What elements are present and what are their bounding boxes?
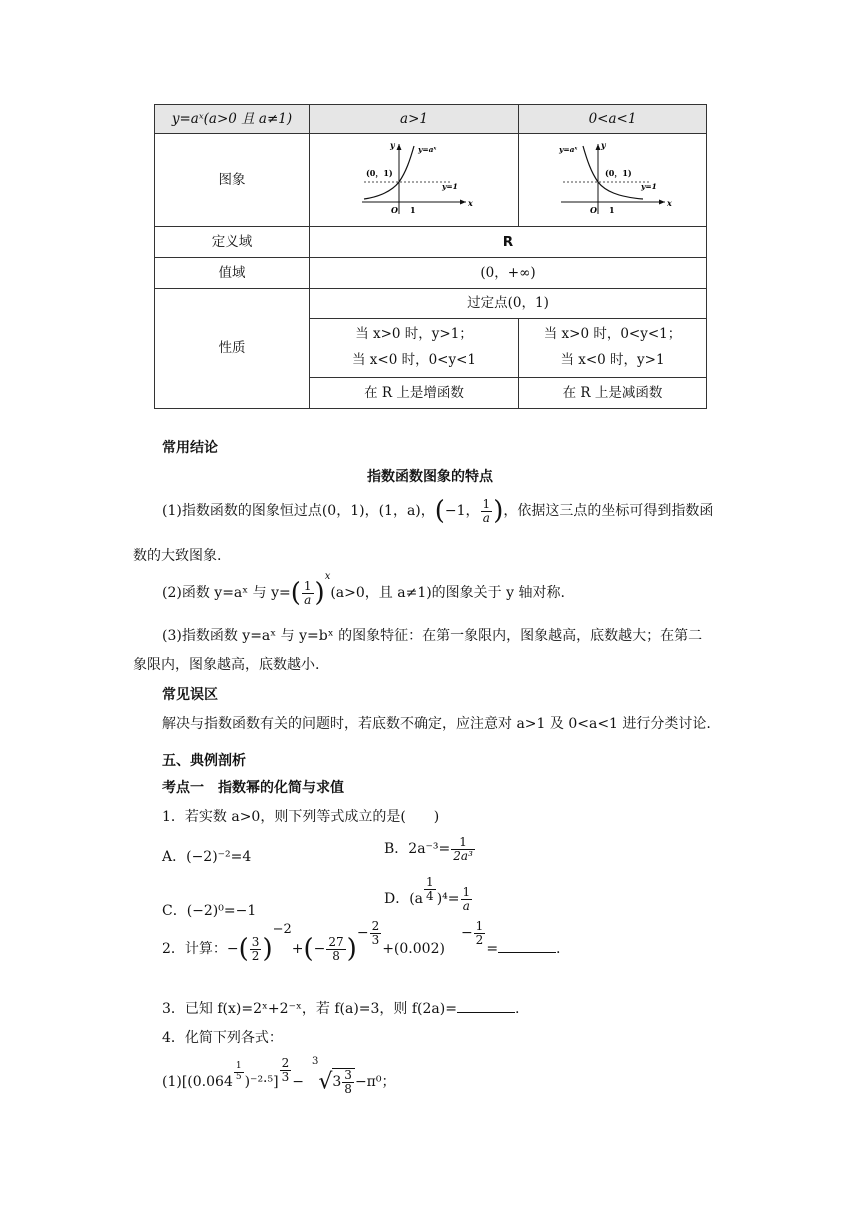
- q2-f1-den: 2: [251, 948, 260, 963]
- q2-f1-num: 3: [251, 934, 260, 949]
- radical-icon: √: [318, 1069, 333, 1095]
- graph-increasing-cell: [310, 134, 519, 227]
- q1-d-prefix: D．(a: [384, 891, 424, 908]
- q2-e3-sign: −: [460, 925, 473, 941]
- q3-answer-blank: [457, 1002, 515, 1013]
- domain-label: 定义域: [155, 227, 310, 258]
- q2-e1: −2: [272, 922, 292, 938]
- graph2-origin: O: [589, 204, 597, 215]
- property-label: 性质: [155, 289, 310, 409]
- q4-1-e1-num: 1: [235, 1061, 242, 1072]
- table-row-graph: [155, 134, 707, 227]
- fixed-point: 过定点(0，1): [310, 289, 707, 319]
- graph1-line-label: y=1: [442, 181, 458, 191]
- graph1-curve-label: y=aˣ: [418, 144, 437, 154]
- q1-d-den: a: [462, 898, 470, 913]
- q1-b-num: 1: [451, 836, 475, 850]
- conclusions-subheading: 指数函数图象的特点: [367, 469, 493, 485]
- conclusion-item-1-cont: 数的大致图象.: [133, 548, 222, 564]
- graph1-one: 1: [410, 204, 416, 215]
- q4-1-root-index: 3: [311, 1056, 319, 1068]
- q4-1-e2-den: 3: [281, 1069, 290, 1084]
- lt1-monotonic: 在 R 上是减函数: [519, 378, 707, 409]
- question-1: 1．若实数 a>0，则下列等式成立的是( ): [162, 809, 440, 825]
- mistakes-heading: 常见误区: [162, 687, 218, 703]
- graph2-point-label: (0，1): [604, 167, 632, 178]
- q2-e2-den: 3: [371, 932, 380, 947]
- graph2-curve-label: y=aˣ: [558, 144, 577, 154]
- q2-e2-sign: −: [356, 925, 369, 941]
- q4-1-base: 0.064: [192, 1074, 233, 1091]
- graph-decreasing-cell: [519, 134, 707, 227]
- table-row-fixed-point: [155, 289, 707, 319]
- mistakes-text: 解决与指数函数有关的问题时，若底数不确定，应注意对 a>1 及 0<a<1 进行分类讨论.: [162, 716, 711, 732]
- item2-text-a: (2)函数 y=aˣ 与 y=: [162, 585, 291, 601]
- conclusions-heading: 常用结论: [162, 440, 218, 456]
- q1-option-d: [384, 875, 473, 913]
- q2-eq: =: [486, 941, 499, 957]
- item1-point: −1，: [444, 503, 480, 519]
- item1-frac-num: 1: [482, 496, 491, 511]
- q4-1-tail: −π⁰；: [354, 1074, 396, 1091]
- lt1-line2: 当 x<0 时，y>1: [560, 352, 665, 368]
- question-2: 2．计算：−( $\frac{3}{2}$ )$^{-2}$+(− $\frac{27}{8}$ )− $\frac{2}{3}$ +(0.002)− $\frac{1}{2}$ = .: [162, 918, 561, 964]
- q4-1-minus: −: [292, 1074, 304, 1091]
- header-a-lt-1: 0<a<1: [519, 105, 707, 134]
- item2-frac-num: 1: [303, 578, 312, 593]
- item1-frac-den: a: [482, 510, 490, 525]
- lt1-line1: 当 x>0 时，0<y<1；: [543, 326, 682, 343]
- item2-exp: x: [324, 571, 331, 583]
- q2-e2: [356, 918, 382, 947]
- q2-prefix: 2．计算：−: [162, 941, 239, 957]
- graph-decreasing: [553, 138, 673, 218]
- question-4-part-1: [162, 1056, 396, 1096]
- q2-e2-num: 2: [371, 918, 380, 933]
- q2-e3-num: 1: [475, 918, 484, 933]
- table-row-domain: [155, 227, 707, 258]
- graph2-x-label: x: [666, 197, 672, 208]
- gt1-line2: 当 x<0 时，0<y<1: [351, 352, 477, 368]
- q4-1-mid: )⁻²·⁵]: [244, 1074, 279, 1091]
- q2-f2-sign: −: [313, 941, 326, 957]
- gt1-monotonic: 在 R 上是增函数: [310, 378, 519, 409]
- conclusion-item-2: (2)函数 y=aˣ 与 y=( $\frac{1}{a}$ )$^x$(a>0，且 a≠1)的图象关于 y 轴对称.: [162, 571, 565, 608]
- q2-e3-den: 2: [475, 932, 484, 947]
- q1-d-num: 1: [462, 885, 471, 899]
- item2-frac-den: a: [304, 592, 312, 607]
- q4-1-e1-den: 5: [235, 1071, 242, 1082]
- q1-option-b: [384, 836, 476, 862]
- graph1-origin: O: [391, 204, 398, 215]
- graph-label: 图象: [155, 134, 310, 227]
- question-3: 3．已知 f(x)=2ˣ+2⁻ˣ，若 f(a)=3，则 f(2a)= .: [162, 1001, 520, 1017]
- graph2-one: 1: [608, 204, 615, 215]
- q1-option-a: A．(−2)⁻²=4: [162, 849, 252, 865]
- q1-d-exp-den: 4: [426, 888, 434, 903]
- item1-text-a: (1)指数函数的图象恒过点(0，1)，(1，a)，: [162, 503, 435, 519]
- q4-1-e2-num: 2: [281, 1056, 290, 1070]
- q1-b-den: 2a³: [453, 848, 473, 863]
- q1-option-c: C．(−2)⁰=−1: [162, 903, 257, 919]
- gt1-values-cell: [310, 319, 519, 378]
- topic-heading: 考点一 指数幂的化简与求值: [162, 780, 344, 796]
- range-label: 值域: [155, 258, 310, 289]
- q2-f2-den: 8: [332, 948, 340, 963]
- header-a-gt-1: a>1: [310, 105, 519, 134]
- gt1-line1: 当 x>0 时，y>1；: [355, 326, 473, 343]
- graph1-point-label: (0，1): [366, 167, 393, 178]
- question-4: 4．化简下列各式：: [162, 1030, 283, 1046]
- exponential-function-table: [154, 104, 707, 409]
- q2-plus2: +(0.002): [382, 941, 445, 957]
- q4-1-radicand: [332, 1068, 355, 1095]
- item2-text-b: (a>0，且 a≠1)的图象关于 y 轴对称.: [330, 585, 565, 601]
- conclusion-item-3-cont: 象限内，图象越高，底数越小.: [133, 657, 320, 673]
- table-header-row: [155, 105, 707, 134]
- q2-e3: [460, 918, 486, 947]
- q3-text: 3．已知 f(x)=2ˣ+2⁻ˣ，若 f(a)=3，则 f(2a)=: [162, 1001, 457, 1017]
- q1-d-exp-num: 1: [426, 875, 434, 889]
- conclusion-item-1: (1)指数函数的图象恒过点(0，1)，(1，a)，(−1， $\frac{1}{a}$ )，依据这三点的坐标可得到指数函: [162, 496, 714, 526]
- table-row-range: [155, 258, 707, 289]
- q4-1-root-num: 3: [344, 1068, 352, 1082]
- conclusion-item-3: (3)指数函数 y=aˣ 与 y=bˣ 的图象特征：在第一象限内，图象越高，底数越大；在第二: [162, 628, 703, 644]
- q1-b-prefix: B．2a⁻³=: [384, 841, 451, 858]
- q4-1-root-den: 8: [344, 1081, 352, 1096]
- graph1-y-label: y: [390, 139, 395, 150]
- q2-answer-blank: [498, 942, 556, 953]
- lt1-values-cell: [519, 319, 707, 378]
- item1-text-b: ，依据这三点的坐标可得到指数函: [503, 503, 714, 519]
- graph2-line-label: y=1: [640, 181, 657, 191]
- q2-f2-num: 27: [328, 934, 344, 949]
- header-function: y=aˣ(a>0 且 a≠1): [155, 105, 310, 134]
- graph2-y-label: y: [600, 139, 606, 150]
- q1-d-mid: )⁴=: [436, 891, 460, 908]
- q4-1-root-int: 3: [332, 1074, 342, 1091]
- q2-plus1: +: [291, 941, 304, 957]
- examples-heading: 五、典例剖析: [162, 753, 246, 769]
- domain-value: R: [310, 227, 707, 258]
- graph-increasing: [354, 138, 474, 218]
- graph1-x-label: x: [468, 197, 473, 208]
- range-value: (0，+∞): [310, 258, 707, 289]
- q4-1-prefix: (1)[(: [162, 1074, 193, 1091]
